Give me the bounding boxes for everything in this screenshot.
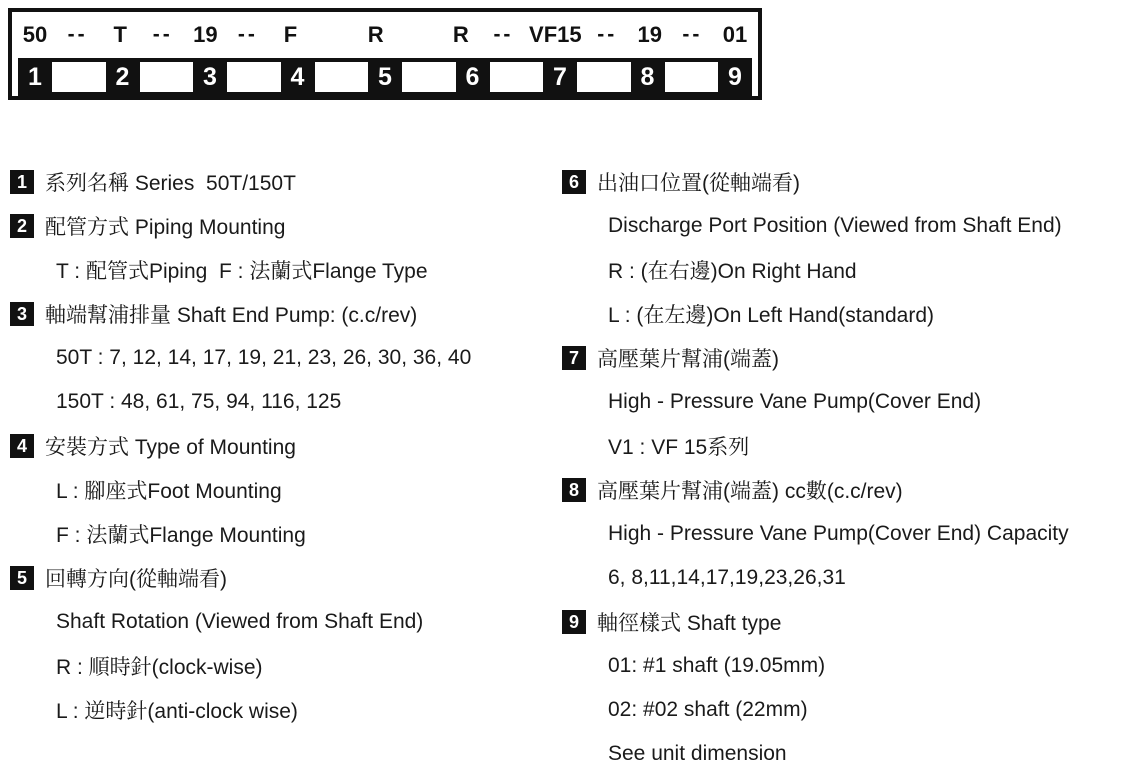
legend-item-3 [10,292,562,424]
legend-line: L : 逆時針(anti-clock wise) [56,700,298,723]
code-values-row [12,12,758,58]
code-empty-cell [315,62,369,92]
legend-title-row [562,336,1144,380]
legend-line: L : 腳座式Foot Mounting [56,480,282,503]
legend-left-column [10,160,562,766]
legend-line: 150T : 48, 61, 75, 94, 116, 125 [56,390,342,413]
code-value-8: 19 [637,22,663,47]
code-empty-cell [490,62,544,92]
legend [10,160,1144,766]
code-cell-9: 9 [718,58,752,96]
legend-title-8: 高壓葉片幫浦(端蓋) cc數(c.c/rev) [597,480,903,503]
legend-title-row [10,424,562,468]
legend-badge-2: 2 [10,214,34,238]
code-dash: -- [67,23,88,46]
legend-line: R : (在右邊)On Right Hand [608,260,857,283]
legend-item-9 [562,600,1144,766]
legend-title-row [10,160,562,204]
code-dash: -- [493,23,514,46]
code-value-6: R [452,22,469,47]
legend-line: F : 法蘭式Flange Mounting [56,524,306,547]
legend-title-7: 高壓葉片幫浦(端蓋) [597,348,779,371]
legend-line: 50T : 7, 12, 14, 17, 19, 21, 23, 26, 30, 36, 40 [56,346,472,369]
code-cell-7: 7 [543,58,577,96]
legend-badge-5: 5 [10,566,34,590]
legend-line: 01: #1 shaft (19.05mm) [608,654,826,677]
legend-line: Shaft Rotation (Viewed from Shaft End) [56,610,424,633]
legend-title-4: 安裝方式 Type of Mounting [45,436,296,459]
legend-badge-7: 7 [562,346,586,370]
legend-badge-4: 4 [10,434,34,458]
code-value-2: T [113,22,127,47]
legend-line: 6, 8,11,14,17,19,23,26,31 [608,566,846,589]
legend-item-8 [562,468,1144,600]
code-dash: -- [682,23,703,46]
legend-item-4 [10,424,562,556]
legend-item-7 [562,336,1144,468]
legend-title-row [562,600,1144,644]
code-dash: -- [597,23,618,46]
code-number-strip [12,58,758,96]
code-empty-cell [577,62,631,92]
code-value-5: R [367,22,384,47]
legend-line: L : (在左邊)On Left Hand(standard) [608,304,935,327]
legend-title-row [10,556,562,600]
legend-title-row [562,160,1144,204]
legend-title-row [10,292,562,336]
legend-title-3: 軸端幫浦排量 Shaft End Pump: (c.c/rev) [45,304,418,327]
legend-title-5: 回轉方向(從軸端看) [45,568,227,591]
strip-edge [752,58,758,96]
legend-line: High - Pressure Vane Pump(Cover End) [608,390,982,413]
legend-line: R : 順時針(clock-wise) [56,656,263,679]
legend-badge-1: 1 [10,170,34,194]
code-value-9: 01 [722,22,748,47]
code-empty-cell [227,62,281,92]
legend-badge-3: 3 [10,302,34,326]
code-empty-cell [665,62,719,92]
legend-badge-8: 8 [562,478,586,502]
code-dash: -- [152,23,173,46]
code-value-1: 50 [22,22,48,47]
code-cell-8: 8 [631,58,665,96]
code-empty-cell [140,62,194,92]
legend-title-1: 系列名稱 Series 50T/150T [45,172,296,195]
legend-title-9: 軸徑樣式 Shaft type [597,612,782,635]
legend-item-2 [10,204,562,292]
code-value-7: VF15 [529,22,582,47]
code-cell-5: 5 [368,58,402,96]
code-value-3: 19 [193,22,218,47]
legend-line: High - Pressure Vane Pump(Cover End) Capacity [608,522,1069,545]
code-empty-cell [52,62,106,92]
legend-line: T : 配管式Piping F : 法蘭式Flange Type [56,260,428,283]
code-cell-2: 2 [106,58,140,96]
code-value-4: F [283,22,298,47]
code-dash: -- [237,23,258,46]
code-empty-cell [402,62,456,92]
legend-item-1 [10,160,562,204]
code-cell-4: 4 [281,58,315,96]
code-cell-1: 1 [18,58,52,96]
legend-badge-6: 6 [562,170,586,194]
legend-badge-9: 9 [562,610,586,634]
model-code-box [8,8,762,100]
code-cell-3: 3 [193,58,227,96]
legend-line: 02: #02 shaft (22mm) [608,698,808,721]
legend-line: Discharge Port Position (Viewed from Shaft End) [608,214,1062,237]
legend-item-6 [562,160,1144,336]
legend-title-row [562,468,1144,512]
legend-title-2: 配管方式 Piping Mounting [45,216,286,239]
legend-title-row [10,204,562,248]
legend-line: See unit dimension [608,742,787,765]
code-cell-6: 6 [456,58,490,96]
legend-item-5 [10,556,562,732]
legend-line: V1 : VF 15系列 [608,436,750,459]
legend-title-6: 出油口位置(從軸端看) [597,172,800,195]
legend-right-column [562,160,1144,766]
